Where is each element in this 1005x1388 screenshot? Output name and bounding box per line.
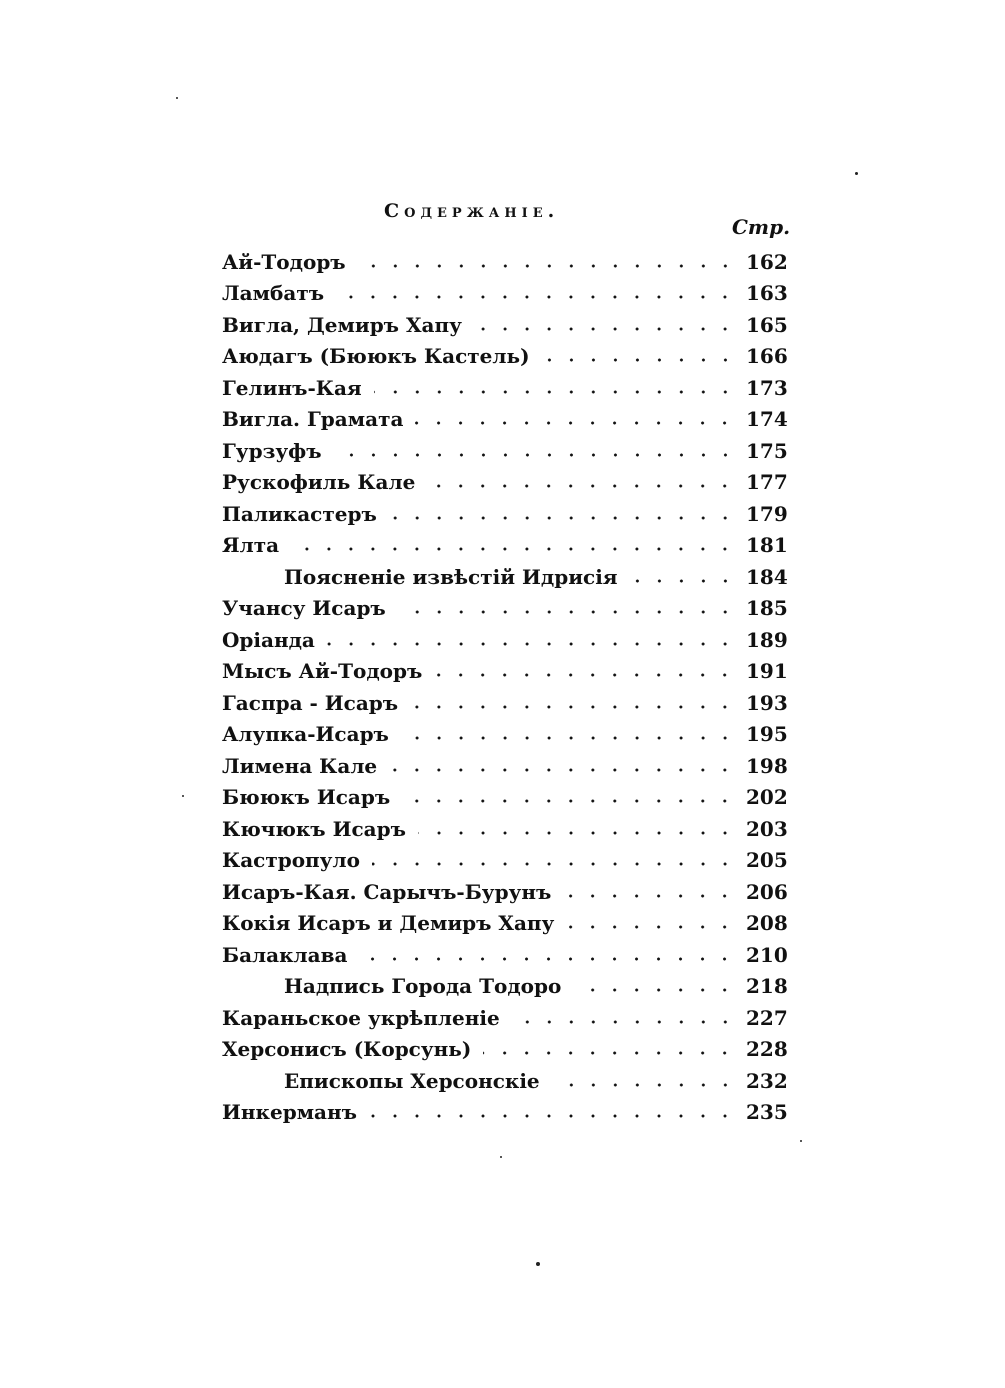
toc-entry (222, 372, 788, 404)
toc-entry-title: Епископы Херсонскіе (284, 1068, 540, 1093)
toc-entry-page-number: 235 (746, 1100, 788, 1125)
toc-entry (222, 530, 788, 562)
toc-entry-title: Лимена Кале (222, 753, 378, 778)
toc-entry-page-number: 218 (746, 974, 788, 999)
toc-entry (222, 435, 788, 467)
toc-entry-page-number: 203 (746, 816, 788, 841)
toc-entry (222, 971, 788, 1003)
toc-entry (222, 341, 788, 373)
toc-entry-page-number: 166 (746, 344, 788, 369)
toc-entry-page-number: 184 (746, 564, 788, 589)
dot-leader (372, 861, 736, 867)
toc-entry (222, 876, 788, 908)
dot-leader (552, 1082, 736, 1088)
toc-entry-title: Мысъ Ай-Тодоръ (222, 659, 423, 684)
toc-entry-title: Инкерманъ (222, 1100, 357, 1125)
toc-entry (222, 750, 788, 782)
toc-entry-page-number: 179 (746, 501, 788, 526)
toc-entry (222, 561, 788, 593)
toc-entry-title: Кастропуло (222, 848, 360, 873)
dot-leader (542, 357, 736, 363)
toc-entry-page-number: 185 (746, 596, 788, 621)
toc-entry (222, 939, 788, 971)
toc-entry-page-number: 202 (746, 785, 788, 810)
toc-entry-title: Херсонисъ (Корсунь) (222, 1037, 472, 1062)
dot-leader (410, 704, 736, 710)
dot-leader (389, 767, 736, 773)
toc-entry (222, 687, 788, 719)
scan-speck (855, 172, 858, 175)
toc-entry-page-number: 193 (746, 690, 788, 715)
dot-leader (389, 515, 736, 521)
toc-entry-title: Надпись Города Тодоро (284, 974, 562, 999)
toc-entry-page-number: 177 (746, 470, 788, 495)
page-title: Содержаніе. (384, 200, 560, 222)
toc-entry-title: Балаклава (222, 942, 348, 967)
toc-entry (222, 908, 788, 940)
toc-entry (222, 845, 788, 877)
toc-entry-title: Алупка-Исаръ (222, 722, 389, 747)
scan-speck (536, 1262, 540, 1266)
dot-leader (359, 956, 736, 962)
toc-entry-title: Рускофиль Кале (222, 470, 416, 495)
toc-entry-title: Вигла, Демиръ Хапу (222, 312, 462, 337)
dot-leader (512, 1019, 736, 1025)
toc-entry-page-number: 198 (746, 753, 788, 778)
scan-speck (182, 795, 184, 797)
dot-leader (630, 578, 736, 584)
toc-entry-title: Поясненіе извѣстій Идрисія (284, 564, 618, 589)
toc-entry (222, 1002, 788, 1034)
dot-leader (566, 924, 736, 930)
toc-entry (222, 782, 788, 814)
table-of-contents (222, 246, 788, 1128)
toc-entry-title: Бююкъ Исаръ (222, 785, 391, 810)
toc-entry-page-number: 232 (746, 1068, 788, 1093)
dot-leader (327, 641, 736, 647)
toc-entry (222, 309, 788, 341)
toc-entry-page-number: 174 (746, 407, 788, 432)
dot-leader (573, 987, 736, 993)
page-column-header: Стр. (732, 215, 791, 239)
toc-entry-page-number: 206 (746, 879, 788, 904)
toc-entry (222, 404, 788, 436)
toc-entry (222, 813, 788, 845)
toc-entry-title: Гурзуфъ (222, 438, 322, 463)
toc-entry-title: Гаспра - Исаръ (222, 690, 399, 715)
toc-entry-title: Вигла. Грамата (222, 407, 404, 432)
toc-entry-title: Ялта (222, 533, 280, 558)
toc-entry (222, 719, 788, 751)
toc-entry (222, 656, 788, 688)
toc-entry-title: Кокія Исаръ и Демиръ Хапу (222, 911, 555, 936)
toc-entry-page-number: 175 (746, 438, 788, 463)
toc-entry-page-number: 189 (746, 627, 788, 652)
toc-entry (222, 624, 788, 656)
toc-entry-page-number: 173 (746, 375, 788, 400)
toc-entry-page-number: 227 (746, 1005, 788, 1030)
toc-entry-page-number: 208 (746, 911, 788, 936)
toc-entry (222, 593, 788, 625)
dot-leader (334, 452, 736, 458)
toc-entry (222, 467, 788, 499)
toc-entry (222, 1097, 788, 1129)
toc-entry-page-number: 191 (746, 659, 788, 684)
toc-entry-title: Кючюкъ Исаръ (222, 816, 406, 841)
toc-entry-title: Гелинъ-Кая (222, 375, 362, 400)
toc-entry-page-number: 165 (746, 312, 788, 337)
toc-entry-page-number: 228 (746, 1037, 788, 1062)
dot-leader (427, 483, 736, 489)
dot-leader (483, 1050, 736, 1056)
scan-speck (500, 1156, 502, 1158)
toc-entry-page-number: 205 (746, 848, 788, 873)
toc-entry (222, 1034, 788, 1066)
toc-entry-page-number: 163 (746, 281, 788, 306)
dot-leader (336, 294, 736, 300)
toc-entry-title: Караньское укрѣпленіе (222, 1005, 500, 1030)
dot-leader (374, 389, 736, 395)
dot-leader (369, 1113, 736, 1119)
toc-entry (222, 498, 788, 530)
toc-entry (222, 278, 788, 310)
dot-leader (398, 609, 736, 615)
toc-entry-title: Оріанда (222, 627, 315, 652)
dot-leader (402, 798, 736, 804)
scan-speck (800, 1140, 802, 1142)
dot-leader (418, 830, 736, 836)
toc-entry-title: Исаръ-Кая. Сарычъ-Бурунъ (222, 879, 552, 904)
toc-entry-page-number: 181 (746, 533, 788, 558)
dot-leader (563, 893, 736, 899)
dot-leader (291, 546, 736, 552)
toc-entry (222, 246, 788, 278)
toc-entry-title: Аюдагъ (Бююкъ Кастель) (222, 344, 530, 369)
dot-leader (401, 735, 736, 741)
toc-entry (222, 1065, 788, 1097)
toc-entry-title: Ламбатъ (222, 281, 325, 306)
dot-leader (415, 420, 736, 426)
toc-entry-title: Ай-Тодоръ (222, 249, 346, 274)
dot-leader (434, 672, 736, 678)
toc-entry-title: Учансу Исаръ (222, 596, 386, 621)
dot-leader (474, 326, 736, 332)
toc-entry-page-number: 162 (746, 249, 788, 274)
toc-entry-title: Паликастеръ (222, 501, 377, 526)
scan-speck (176, 97, 178, 99)
toc-entry-page-number: 195 (746, 722, 788, 747)
toc-entry-page-number: 210 (746, 942, 788, 967)
dot-leader (358, 263, 736, 269)
